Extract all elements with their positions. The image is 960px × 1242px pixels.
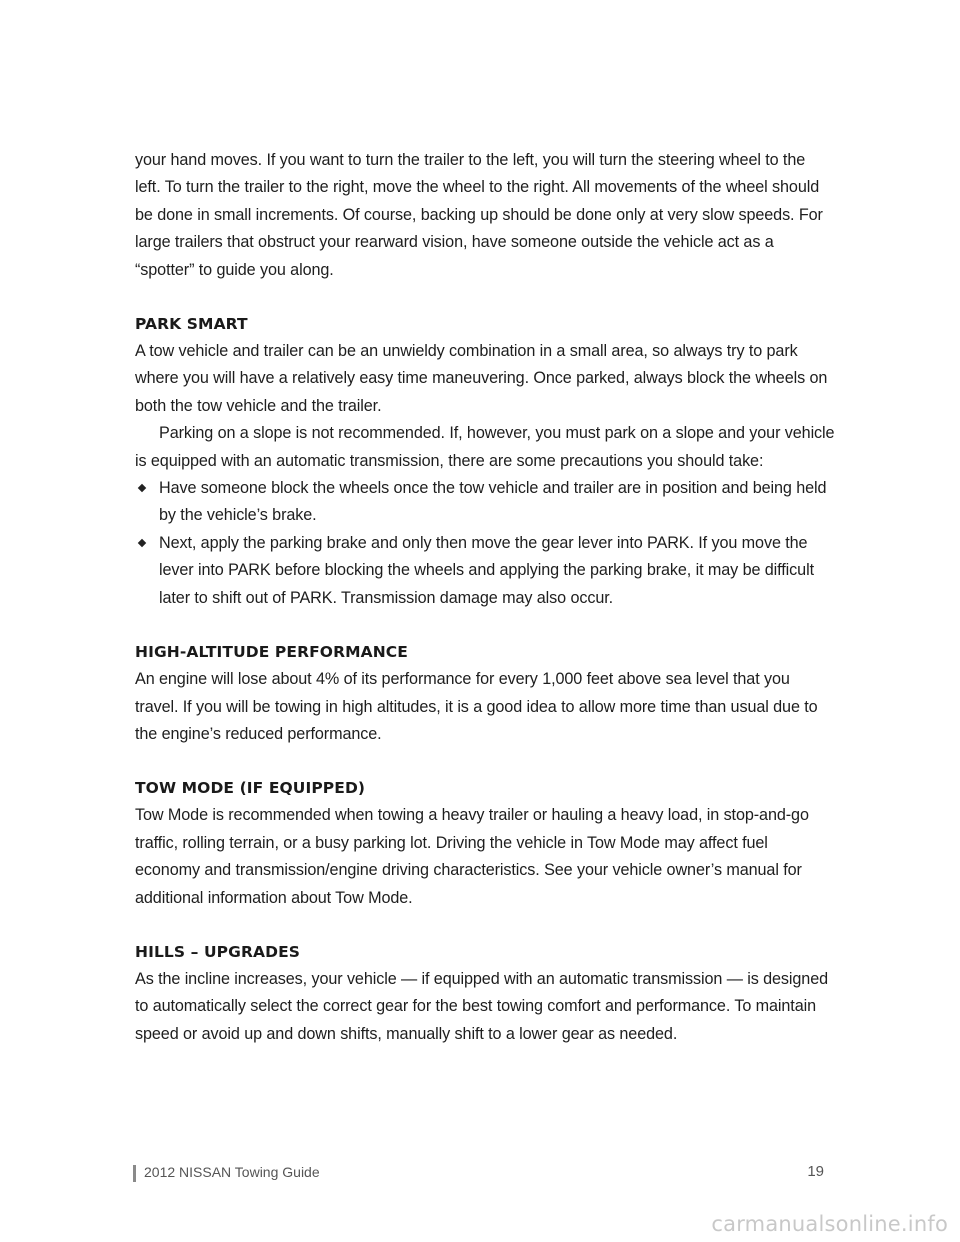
list-item-text: Have someone block the wheels once the tow vehicle and trailer are in position and being held by the vehicle’s brake. (159, 479, 827, 525)
footer-title: 2012 NISSAN Towing Guide (144, 1164, 320, 1180)
list-item-text: Next, apply the parking brake and only then move the gear lever into PARK. If you move the lever into PARK before blocking the wheels and applying the parking brake, it may be difficult later to shift out of PARK. Transmission damage may also occur. (159, 533, 814, 607)
high-altitude-paragraph: An engine will lose about 4% of its performance for every 1,000 feet above sea level that you travel. If you will be towing in high altitudes, it is a good idea to allow more time than usual due to the engine’s reduced performance. (135, 670, 818, 743)
hills-heading: HILLS – UPGRADES (135, 942, 301, 961)
hills-paragraph: As the incline increases, your vehicle — if equipped with an automatic transmission — is designed to automatically select the correct gear for the best towing comfort and performance. To maintain speed or avoid up and down shifts, manually shift to a lower gear as needed. (135, 969, 829, 1043)
high-altitude-heading: HIGH-ALTITUDE PERFORMANCE (135, 643, 408, 662)
tow-mode-heading: TOW MODE (IF EQUIPPED) (135, 779, 366, 798)
watermark: carmanualsonline.info (711, 1212, 948, 1236)
park-smart-paragraph-2: Parking on a slope is not recommended. If, however, you must park on a slope and your vehicle is equipped with an automatic transmission, there are some precautions you should take: (135, 424, 835, 470)
park-smart-bullet-list (135, 475, 835, 612)
diamond-bullet-icon (138, 484, 146, 492)
footer-divider-bar (133, 1165, 136, 1182)
park-smart-heading: PARK SMART (135, 315, 248, 334)
diamond-bullet-icon (138, 539, 146, 547)
intro-paragraph: your hand moves. If you want to turn the trailer to the left, you will turn the steering wheel to the left. To turn the trailer to the right, move the wheel to the right. All movements of the wheel should be done in small increments. Of course, backing up should be done only at very slow speeds. For large trailers that obstruct your rearward vision, have someone outside the vehicle act as a “spotter” to guide you along. (135, 151, 823, 279)
list-item (135, 475, 835, 530)
page-footer (0, 1163, 960, 1185)
tow-mode-paragraph: Tow Mode is recommended when towing a heavy trailer or hauling a heavy load, in stop-and-go traffic, rolling terrain, or a busy parking lot. Driving the vehicle in Tow Mode may affect fuel economy and transmission/engine driving characteristics. See your vehicle owner’s manual for additional information about Tow Mode. (135, 806, 809, 907)
list-item (135, 530, 835, 612)
page-number: 19 (807, 1163, 824, 1180)
park-smart-paragraph-1: A tow vehicle and trailer can be an unwieldy combination in a small area, so always try to park where you will have a relatively easy time maneuvering. Once parked, always block the wheels on both the tow vehicle and the trailer. (135, 342, 828, 415)
page-content (135, 147, 835, 1048)
